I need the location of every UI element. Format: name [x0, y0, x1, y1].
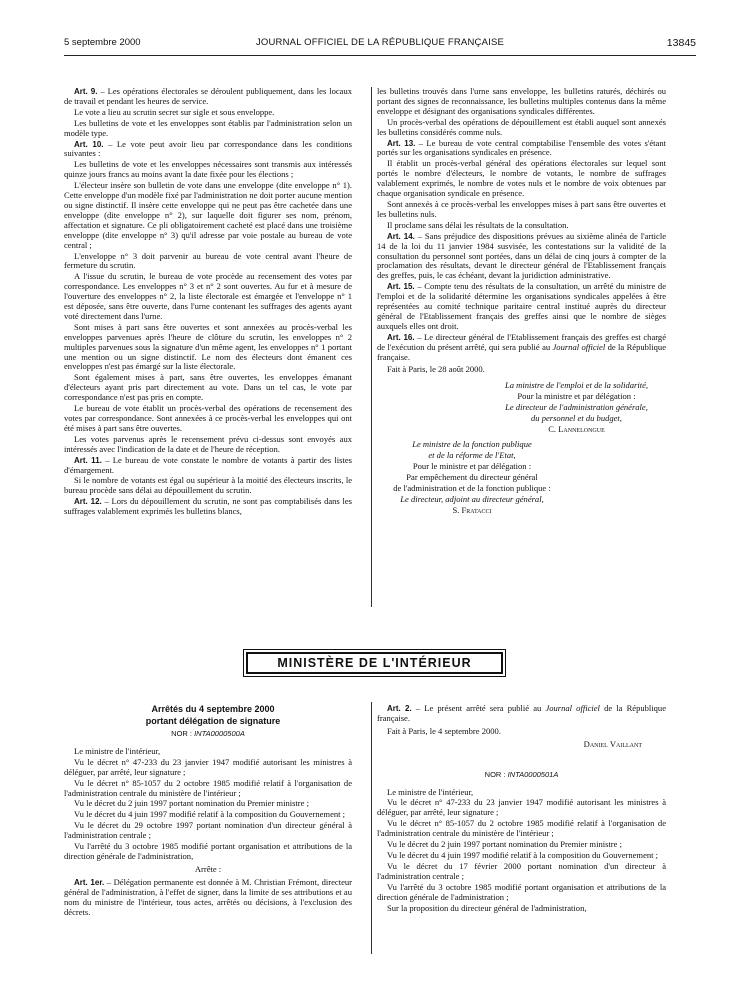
signatory-name: S. Fratacci [452, 505, 492, 516]
paragraph: Les bulletins de vote et les enveloppes nécessaires sont transmis aux intéressés quinze jours francs au moins avant la date fixée pour les élections ; [64, 159, 352, 180]
article-text: – Le bureau de vote constate le nombre de votants à partir des listes d'émargement. [64, 454, 352, 475]
paragraph: Vu le décret du 4 juin 1997 modifié relatif à la composition du Gouvernement ; [74, 809, 346, 820]
signature-block-2 [377, 439, 557, 515]
paragraph: Le ministre de l'intérieur, [387, 786, 474, 797]
paragraph: Vu le décret du 4 juin 1997 modifié relatif à la composition du Gouvernement ; [387, 849, 659, 860]
paragraph: Vu le décret du 29 octobre 1997 portant nomination d'un directeur général à l'administration centrale ; [64, 820, 352, 841]
nor-reference [64, 729, 352, 739]
article-text: – Le directeur général de l'Etablissement français des greffes est chargé de l'exécution du présent arrêté, qui sera publié au [377, 331, 666, 352]
paragraph: Le ministre de l'intérieur, [74, 745, 161, 756]
signing-place-date: Fait à Paris, le 28 août 2000. [387, 364, 485, 375]
paragraph: Sont annexés à ce procès-verbal les enveloppes mises à part sans être ouvertes et les bulletins nuls. [377, 198, 666, 219]
article-10 [64, 140, 352, 160]
signatory-delegation: Par empêchement du directeur général [406, 472, 538, 483]
article-text: – Le vote peut avoir lieu par correspondance dans les conditions suivantes : [64, 138, 352, 159]
article-label: Art. 10. [74, 139, 104, 149]
signatory-title: du personnel et du budget, [531, 413, 622, 424]
article-label: Art. 14. [387, 231, 415, 241]
article-label: Art. 2. [387, 704, 412, 713]
top-right-column [377, 87, 666, 516]
paragraph: Il proclame sans délai les résultats de la consultation. [387, 219, 569, 230]
paragraph: Sur la proposition du directeur général de l'administration, [387, 902, 587, 913]
paragraph: Le bureau de vote établit un procès-verbal des opérations de recensement des votes par correspondance. Sont annexées à ce procès-verbal les enveloppes qui ont été mises à part sans être ouvertes. [64, 403, 352, 433]
header-divider [64, 55, 696, 56]
article-label: Art. 12. [74, 497, 102, 507]
decree-subtitle: portant délégation de signature [145, 715, 281, 726]
article-2 [377, 704, 666, 724]
signatory-title: Le directeur de l'administration générale, [505, 402, 648, 413]
nor-code: INTA0000501A [507, 769, 559, 779]
signatory-title: et de la réforme de l'Etat, [428, 450, 516, 461]
column-divider [371, 702, 372, 954]
article-11 [64, 456, 352, 476]
paragraph: Vu le décret n° 47-233 du 23 janvier 1947 modifié autorisant les ministres à déléguer, par arrêté, leur signature ; [377, 797, 666, 818]
article-text: – Les opérations électorales se déroulent publiquement, dans les locaux de travail et pendant les heures de service. [64, 86, 352, 106]
paragraph: L'électeur insère son bulletin de vote dans une enveloppe (dite enveloppe n° 1). Cette enveloppe d'un modèle fixé par l'administration ne doit porter aucune mention ou signe distinctif. Il insère cette enveloppe qui ne peut pas être cachetée dans une enveloppe (dite enveloppe n° 2), sur laquelle doit figurer ses nom, prénom, affectation et signature. Ce pli obligatoirement cacheté est placé dans une troisième enveloppe (dite enveloppe n° 3) qu'il adresse par voie postale au bureau de vote central ; [64, 180, 352, 250]
column-divider [371, 87, 372, 607]
signatory-name: C. Lannelongue [548, 424, 605, 435]
ministry-banner [243, 649, 506, 677]
signing-place-date: Fait à Paris, le 4 septembre 2000. [387, 725, 501, 736]
article-label: Art. 13. [387, 138, 416, 148]
paragraph: Sont mises à part sans être ouvertes et sont annexées au procès-verbal les enveloppes parvenues après l'heure de clôture du scrutin, les enveloppes n° 2 multiples parvenues sous la signature d'un même agent, les enveloppes n° 1 portant une mention ou un signe distinctif. Le nom des électeurs dont émanent ces enveloppes n'est pas émargé sur la liste électorale. [64, 321, 352, 372]
journal-title: Journal officiel [552, 341, 606, 352]
paragraph: Il établit un procès-verbal général des opérations électorales sur lequel sont portés le nombre d'électeurs, le nombre de votants, le nombre de suffrages valablement exprimés, le nombre de votes nuls et le nombre de voix obtenues par chaque organisation syndicale en présence. [377, 158, 666, 199]
paragraph: Vu l'arrêté du 3 octobre 1985 modifié portant organisation et attributions de la direction générale de l'administration, [64, 841, 352, 861]
paragraph: Vu le décret du 2 juin 1997 portant nomination du Premier ministre ; [387, 839, 622, 850]
article-9 [64, 87, 352, 107]
article-label: Art. 15. [387, 282, 415, 292]
decree-title: Arrêtés du 4 septembre 2000 [151, 704, 275, 714]
signatory-delegation: Pour la ministre et par délégation : [517, 391, 636, 402]
article-text: – Le bureau de vote central comptabilise l'ensemble des votes s'étant portés sur les organisations syndicales en présence. [377, 137, 666, 158]
paragraph: les bulletins trouvés dans l'urne sans enveloppe, les bulletins raturés, déchirés ou portant des signes de reconnaissance, les bulletins multiples contenus dans la même enveloppe et désignant des organisations syndicales différentes. [377, 86, 666, 116]
journal-title: Journal officiel [545, 703, 600, 713]
paragraph: L'enveloppe n° 3 doit parvenir au bureau de vote central avant l'heure de fermeture du scrutin. [64, 250, 352, 271]
signatory-delegation: Pour le ministre et par délégation : [412, 461, 532, 472]
page-header [64, 37, 696, 53]
bottom-right-column [377, 704, 666, 914]
article-text: de la République française. [377, 703, 666, 723]
article-label: Art. 1er. [74, 877, 105, 887]
article-1 [64, 878, 352, 918]
article-16 [377, 333, 666, 363]
article-label: Art. 11. [74, 455, 102, 465]
nor-code: INTA0000500A [194, 729, 245, 738]
page-number: 13845 [666, 37, 696, 49]
paragraph: Les bulletins de vote et les enveloppes sont établis par l'administration selon un modèle type. [64, 117, 352, 138]
paragraph: Vu le décret n° 85-1057 du 2 octobre 1985 modifié relatif à l'organisation de l'administration centrale du ministère de l'intérieur ; [64, 777, 352, 798]
signatory-title: Le directeur, adjoint au directeur général, [400, 494, 544, 505]
signatory-title: La ministre de l'emploi et de la solidarité, [505, 380, 648, 391]
signatory-name: Daniel Vaillant [583, 738, 642, 749]
ministry-title: MINISTÈRE DE L'INTÉRIEUR [246, 652, 503, 674]
signatory-title: Le ministre de la fonction publique [412, 439, 532, 450]
nor-label: NOR : [484, 769, 508, 779]
article-text: – Compte tenu des résultats de la consultation, un arrêté du ministre de l'emploi et de la solidarité détermine les organisations syndicales appelées à être représentées au comité technique paritaire central institué auprès du directeur général de l'Etablissement français des greffes ainsi que le nombre de sièges auxquels elles ont droit. [377, 281, 666, 331]
paragraph: Vu le décret du 17 février 2000 portant nomination d'un directeur à l'administration centrale ; [377, 860, 666, 881]
nor-label: NOR : [171, 729, 195, 738]
article-label: Art. 9. [74, 87, 98, 96]
paragraph: Le vote a lieu au scrutin secret sur sigle et sous enveloppe. [74, 106, 275, 117]
paragraph: Vu l'arrêté du 3 octobre 1985 modifié portant organisation et attributions de la direction générale de l'administration ; [377, 881, 666, 902]
arrete-heading: Arrête : [194, 863, 222, 874]
article-15 [377, 282, 666, 332]
paragraph: Si le nombre de votants est égal ou supérieur à la moitié des électeurs inscrits, le bureau procède sans délai au dépouillement du scrutin. [64, 475, 352, 496]
bottom-left-column [64, 704, 352, 918]
paragraph: A l'issue du scrutin, le bureau de vote procède au recensement des votes par correspondance. Les enveloppes n° 3 et n° 2 sont ouvertes. Au fur et à mesure de l'ouverture des enveloppes n° 2, la liste électorale est émargée et l'enveloppe n° 1 est déposée, sans être ouverte, dans l'urne contenant les suffrages des agents ayant voté directement dans l'urne. [64, 271, 352, 321]
signature-block-1 [377, 380, 666, 434]
article-label: Art. 16. [387, 332, 415, 342]
article-text: – Délégation permanente est donnée à M. Christian Frémont, directeur général de l'administration, à l'effet de signer, dans la limite de ses attributions et au nom du ministre de l'intérieur, tous actes, arrêtés ou décisions, à l'exclusion des décrets. [64, 876, 353, 917]
paragraph: Un procès-verbal des opérations de dépouillement est établi auquel sont annexés les bulletins considérés comme nuls. [377, 116, 666, 137]
article-text: – Lors du dépouillement du scrutin, ne sont pas comptabilisés dans les suffrages valablement exprimés les bulletins blancs, [64, 496, 352, 517]
top-left-column [64, 87, 352, 518]
signatory-delegation: de l'administration et de la fonction publique : [393, 483, 551, 494]
header-title: JOURNAL OFFICIEL DE LA RÉPUBLIQUE FRANÇAISE [255, 37, 505, 48]
article-12 [64, 497, 352, 517]
article-text: de la République française. [377, 341, 666, 362]
article-14 [377, 232, 666, 282]
paragraph: Sont également mises à part, sans être ouvertes, les enveloppes émanant d'électeurs ayant pris part directement au vote. Dans un tel cas, le vote par correspondance n'est pas pris en compte. [64, 372, 352, 403]
article-text: – Le présent arrêté sera publié au [411, 703, 546, 713]
paragraph: Les votes parvenus après le recensement prévu ci-dessus sont envoyés aux intéressés avec l'indication de la date et de l'heure de réception. [64, 433, 352, 454]
paragraph: Vu le décret n° 85-1057 du 2 octobre 1985 modifié relatif à l'organisation de l'administration centrale du ministère de l'intérieur ; [377, 818, 666, 839]
article-text: – Sans préjudice des dispositions prévues au sixième alinéa de l'article 14 de la loi du 11 janvier 1984 susvisée, les contestations sur la validité de la consultation du personnel sont portées, dans un délai de cinq jours à compter de la proclamation des résultats, devant le directeur général de l'Etablissement français des greffes, puis, le cas échéant, devant la juridiction administrative. [377, 230, 666, 281]
article-13 [377, 139, 666, 159]
header-date: 5 septembre 2000 [64, 37, 141, 48]
paragraph: Vu le décret du 2 juin 1997 portant nomination du Premier ministre ; [74, 798, 309, 809]
nor-reference [377, 770, 666, 780]
paragraph: Vu le décret n° 47-233 du 23 janvier 1947 modifié autorisant les ministres à déléguer, par arrêté, leur signature ; [64, 756, 352, 777]
